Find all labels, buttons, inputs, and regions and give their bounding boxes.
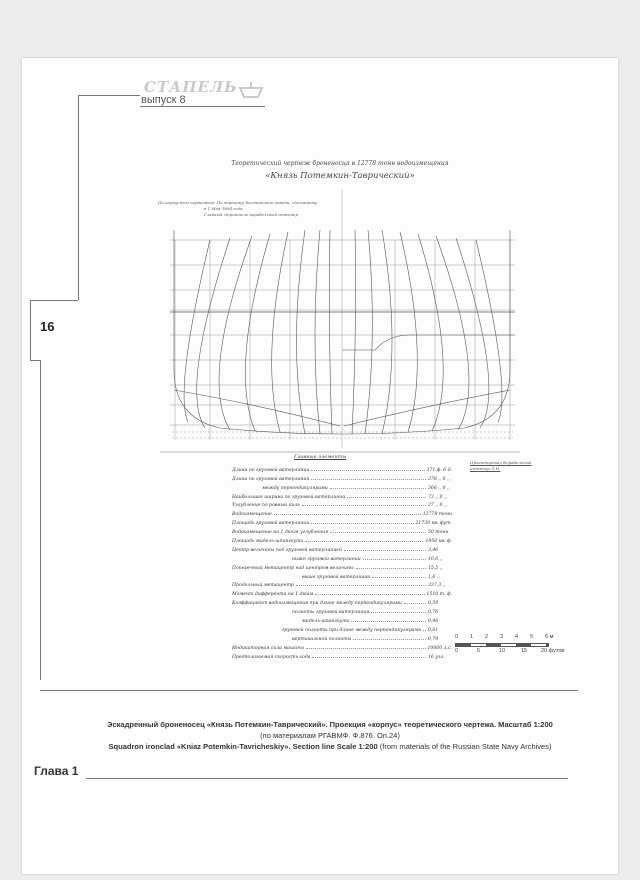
note-line: Главный строитель корабельный инженер xyxy=(204,212,299,217)
drawing-title: Теоретический чертеж броненосца в 12778 тонн водоизмещения xyxy=(231,160,449,167)
scale-ft-label: 0 xyxy=(455,648,459,654)
body-plan-drawing xyxy=(160,190,520,470)
spec-value: 73 ,, 0 ,, xyxy=(428,494,447,500)
spec-row xyxy=(232,508,452,517)
spec-label: Водоизмещение на 1 дюйм углубления xyxy=(232,530,329,536)
spec-label: выше грузовой ватерлинии xyxy=(302,574,371,580)
spec-value: 16 узл. xyxy=(428,654,445,660)
spec-label: Площадь грузовой ватерлинии xyxy=(232,521,310,527)
note-line: По корпусным чертежам: По чертежу Балтийского завода, сделанному xyxy=(158,200,318,205)
spec-value: 50 тонн xyxy=(428,530,449,536)
spec-row xyxy=(232,464,452,473)
drawing-subtitle: «Князь Потемкин-Таврический» xyxy=(265,171,415,181)
spec-label: Продольный метацентр xyxy=(232,583,294,589)
specs-table xyxy=(232,464,452,660)
scale-m-label: 5 xyxy=(530,634,534,640)
ship-logo-icon xyxy=(238,80,264,100)
spec-row xyxy=(232,544,452,553)
spec-value: 27 ,, 0 ,, xyxy=(428,503,447,509)
spec-row xyxy=(232,597,452,606)
scale-ft-label: 10 xyxy=(499,648,506,654)
spec-row xyxy=(232,562,452,571)
chapter-rule xyxy=(86,778,568,779)
caption-en-text: Squadron ironclad «Kniaz Potemkin-Tavricheskiy». Section line Scale 1:200 xyxy=(108,742,378,751)
spec-label: грузовой полноты при длине между перпендикулярами xyxy=(282,627,422,633)
scale-m-label: 0 xyxy=(455,634,459,640)
spec-label: Момент дифферента на 1 дюйм xyxy=(232,592,314,598)
spec-row xyxy=(232,473,452,482)
magazine-logo: СТАПЕЛЬ xyxy=(144,78,238,96)
spec-label: мидель-шпангоута xyxy=(302,619,350,625)
spec-label: Длина по грузовой ватерлинии xyxy=(232,476,310,482)
scale-ft-label: 15 xyxy=(521,648,528,654)
spec-value: 0,76 xyxy=(428,610,439,616)
spec-row xyxy=(232,606,452,615)
spec-row xyxy=(232,571,452,580)
spec-label: Углубление по ровный киль xyxy=(232,503,300,509)
spec-label: Длина по грузовой ватерлинии xyxy=(232,467,310,473)
scale-m-label: 6 м xyxy=(545,634,554,640)
margin-rule xyxy=(78,95,79,300)
spec-value: 3,46 xyxy=(428,547,439,553)
spec-value: 378 ,, 0 ,, xyxy=(428,476,450,482)
spec-label: Коэффициент водоизмещения при длине между перпендикулярами xyxy=(232,601,402,607)
scale-ft-label: 5 xyxy=(477,648,481,654)
scale-bar-track xyxy=(455,643,549,647)
margin-rule xyxy=(30,300,31,360)
spec-value: 0,79 xyxy=(428,636,439,642)
specs-title: Главные элементы xyxy=(294,454,347,460)
spec-row xyxy=(232,580,452,589)
spec-value: 15,5 ,, xyxy=(428,565,443,571)
spec-row xyxy=(232,535,452,544)
spec-value: 366 ,, 0 ,, xyxy=(428,485,450,491)
scale-m-label: 2 xyxy=(485,634,489,640)
note-line: в 1 Мая 1894 года xyxy=(204,206,243,211)
spec-row xyxy=(232,651,452,660)
spec-label: полноты грузовой ватерлинии xyxy=(292,610,370,616)
spec-label: ниже грузовой ватерлинии xyxy=(292,556,361,562)
drawing-note-right: Проектировал Корабельный инженер Л.Н. xyxy=(470,460,532,471)
margin-rule xyxy=(30,300,78,301)
caption-en-source: (from materials of the Russian State Navy Archives) xyxy=(377,742,552,751)
chapter-label: Глава 1 xyxy=(34,764,79,778)
spec-value: 1950 кв. ф. xyxy=(425,539,452,545)
scale-m-label: 1 xyxy=(470,634,474,640)
margin-rule xyxy=(30,360,40,361)
scale-m-label: 3 xyxy=(500,634,504,640)
header-rule xyxy=(140,106,265,107)
margin-rule xyxy=(40,360,41,680)
spec-row xyxy=(232,633,452,642)
spec-value: 10600 л.с. xyxy=(427,645,452,651)
spec-label: Поперечный метацентр над центром величины xyxy=(232,565,354,571)
spec-value: 0,96 xyxy=(428,619,439,625)
spec-row xyxy=(232,553,452,562)
scale-m-label: 4 xyxy=(515,634,519,640)
caption-ru-source: (по материалам РГАВМФ. Ф.876. Оп.24) xyxy=(260,731,400,740)
spec-row xyxy=(232,500,452,509)
header-rule xyxy=(78,95,140,96)
spec-label: Центр величины под грузовой ватерлинией xyxy=(232,547,342,553)
spec-row xyxy=(232,624,452,633)
spec-label: Предполагаемая скорость хода xyxy=(232,654,311,660)
spec-row xyxy=(232,588,452,597)
spec-row xyxy=(232,526,452,535)
scale-ft-label: 20 футов xyxy=(541,648,565,654)
spec-value: 12778 тонн xyxy=(422,512,452,518)
spec-label: Наибольшая ширина по грузовой ватерлинии xyxy=(232,494,346,500)
spec-value: 10,6 ,, xyxy=(428,556,443,562)
spec-value: 21730 кв. фут. xyxy=(415,521,452,527)
spec-value: 0,59 xyxy=(428,601,439,607)
spec-row xyxy=(232,642,452,651)
spec-label: Водоизмещение xyxy=(232,512,272,518)
caption-ru: Эскадренный броненосец «Князь Потемкин-Таврический». Проекция «корпус» теоретического чертежа. Масштаб 1:200 xyxy=(107,720,553,729)
page-number: 16 xyxy=(40,319,55,334)
spec-row xyxy=(232,615,452,624)
spec-value: 371 ф. 6 д. xyxy=(426,467,452,473)
issue-number: выпуск 8 xyxy=(141,94,186,106)
spec-row xyxy=(232,482,452,491)
spec-label: Индикаторная сила машины xyxy=(232,645,304,651)
spec-value: 1,6 ,, xyxy=(428,574,440,580)
spec-row xyxy=(232,491,452,500)
caption-en xyxy=(70,741,590,752)
scale-bar xyxy=(455,634,565,658)
spec-value: 0,61 xyxy=(428,627,439,633)
spec-label: вертикальной полноты xyxy=(292,636,352,642)
spec-label: Площадь мидель-шпангоута xyxy=(232,539,304,545)
spec-value: 1510 т. ф. xyxy=(426,592,452,598)
spec-label: между перпендикулярами xyxy=(262,485,328,491)
caption-rule xyxy=(40,690,578,691)
spec-row xyxy=(232,517,452,526)
spec-value: 337,3 ,, xyxy=(428,583,446,589)
